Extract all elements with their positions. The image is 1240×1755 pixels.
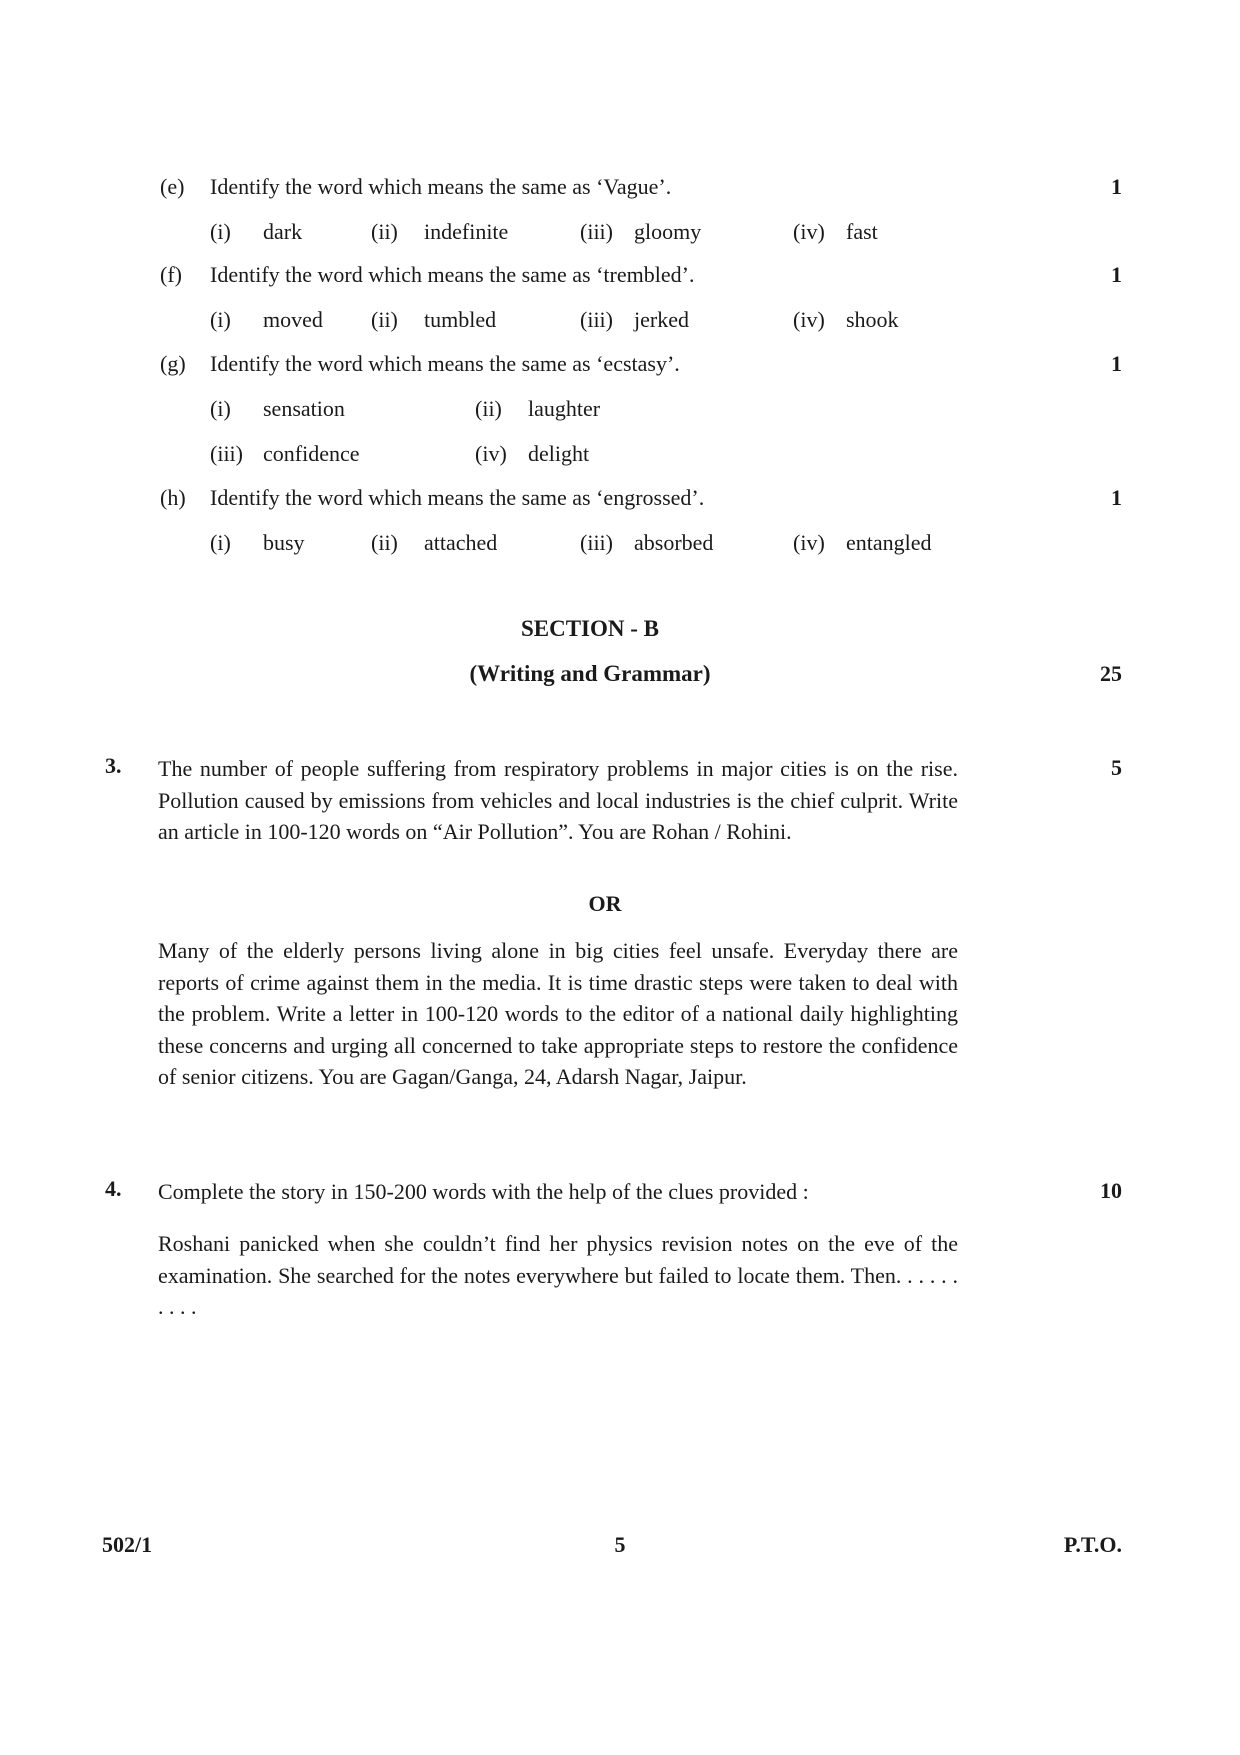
subquestion-text: Identify the word which means the same as ‘ecstasy’. — [210, 351, 680, 376]
subquestion-h — [0, 485, 1240, 517]
option-text: indefinite — [424, 219, 509, 244]
question-text: Complete the story in 150-200 words with the help of the clues provided : — [158, 1179, 809, 1204]
option-numeral: (iii) — [580, 307, 613, 332]
option-text: laughter — [528, 396, 601, 421]
option-text: moved — [263, 307, 323, 332]
option-numeral: (i) — [210, 219, 231, 244]
question-alt-text: Many of the elderly persons living alone in big cities feel unsafe. Everyday there are reports of crime against them in the media. It is time drastic steps were taken to deal with the problem. Write a letter in 100-120 words to the editor of a national daily highlighting these concerns and urging all concerned to take appropriate steps to restore the confidence of senior citizens. You are Gagan/Ganga, 24, Adarsh Nagar, Jaipur. — [158, 938, 958, 1089]
section-subtitle-row — [0, 661, 1240, 693]
subquestion-f — [0, 262, 1240, 294]
marks-value: 1 — [1111, 351, 1122, 376]
options-row-h — [0, 530, 1240, 562]
option-text: gloomy — [634, 219, 702, 244]
option-numeral: (iii) — [580, 530, 613, 555]
option-numeral: (i) — [210, 396, 231, 421]
option-text: attached — [424, 530, 498, 555]
marks-value: 5 — [1111, 755, 1122, 780]
option-numeral: (iv) — [793, 530, 825, 555]
marks-value: 10 — [1100, 1178, 1122, 1203]
option-text: sensation — [263, 396, 345, 421]
subquestion-label: (g) — [160, 351, 186, 376]
subquestion-g — [0, 351, 1240, 383]
option-text: shook — [846, 307, 899, 332]
section-title: SECTION - B — [520, 616, 660, 641]
options-row-f — [0, 307, 1240, 339]
marks-value: 1 — [1111, 174, 1122, 199]
footer-pto: P.T.O. — [1063, 1532, 1122, 1557]
option-numeral: (ii) — [475, 396, 502, 421]
option-numeral: (iv) — [793, 307, 825, 332]
option-text: fast — [846, 219, 878, 244]
option-numeral: (iv) — [475, 441, 507, 466]
question-number: 4. — [105, 1176, 122, 1201]
options-row-e — [0, 219, 1240, 251]
option-numeral: (i) — [210, 530, 231, 555]
option-text: absorbed — [634, 530, 714, 555]
option-numeral: (ii) — [371, 530, 398, 555]
option-numeral: (iii) — [580, 219, 613, 244]
subquestion-e — [0, 174, 1240, 206]
option-text: entangled — [846, 530, 932, 555]
option-text: jerked — [634, 307, 689, 332]
option-text: busy — [263, 530, 305, 555]
option-text: delight — [528, 441, 590, 466]
option-numeral: (iv) — [793, 219, 825, 244]
section-subtitle: (Writing and Grammar) — [469, 661, 711, 686]
option-numeral: (i) — [210, 307, 231, 332]
question-number: 3. — [105, 753, 122, 778]
footer-page-number: 5 — [614, 1532, 626, 1557]
option-text: confidence — [263, 441, 360, 466]
or-separator: OR — [588, 891, 622, 916]
subquestion-label: (f) — [160, 262, 182, 287]
section-marks: 25 — [1100, 661, 1122, 686]
subquestion-text: Identify the word which means the same as ‘Vague’. — [210, 174, 672, 199]
question-text: The number of people suffering from respiratory problems in major cities is on the rise. Pollution caused by emissions from vehicles and local industries is the chief culprit. Write an article in 100-120 words on “Air Pollution”. You are Rohan / Rohini. — [158, 756, 958, 844]
subquestion-text: Identify the word which means the same as ‘engrossed’. — [210, 485, 705, 510]
option-numeral: (ii) — [371, 219, 398, 244]
option-text: dark — [263, 219, 303, 244]
marks-value: 1 — [1111, 485, 1122, 510]
option-numeral: (iii) — [210, 441, 243, 466]
subquestion-label: (e) — [160, 174, 185, 199]
option-numeral: (ii) — [371, 307, 398, 332]
options-row-g-1 — [0, 396, 1240, 428]
option-text: tumbled — [424, 307, 497, 332]
story-clue-text: Roshani panicked when she couldn’t find her physics revision notes on the eve of the examination. She searched for the notes everywhere but failed to locate them. Then. . . . . . . . . . — [158, 1231, 958, 1319]
page-footer — [0, 1532, 1240, 1564]
subquestion-label: (h) — [160, 485, 186, 510]
marks-value: 1 — [1111, 262, 1122, 287]
subquestion-text: Identify the word which means the same as ‘trembled’. — [210, 262, 695, 287]
options-row-g-2 — [0, 441, 1240, 473]
footer-paper-code: 502/1 — [102, 1532, 153, 1557]
